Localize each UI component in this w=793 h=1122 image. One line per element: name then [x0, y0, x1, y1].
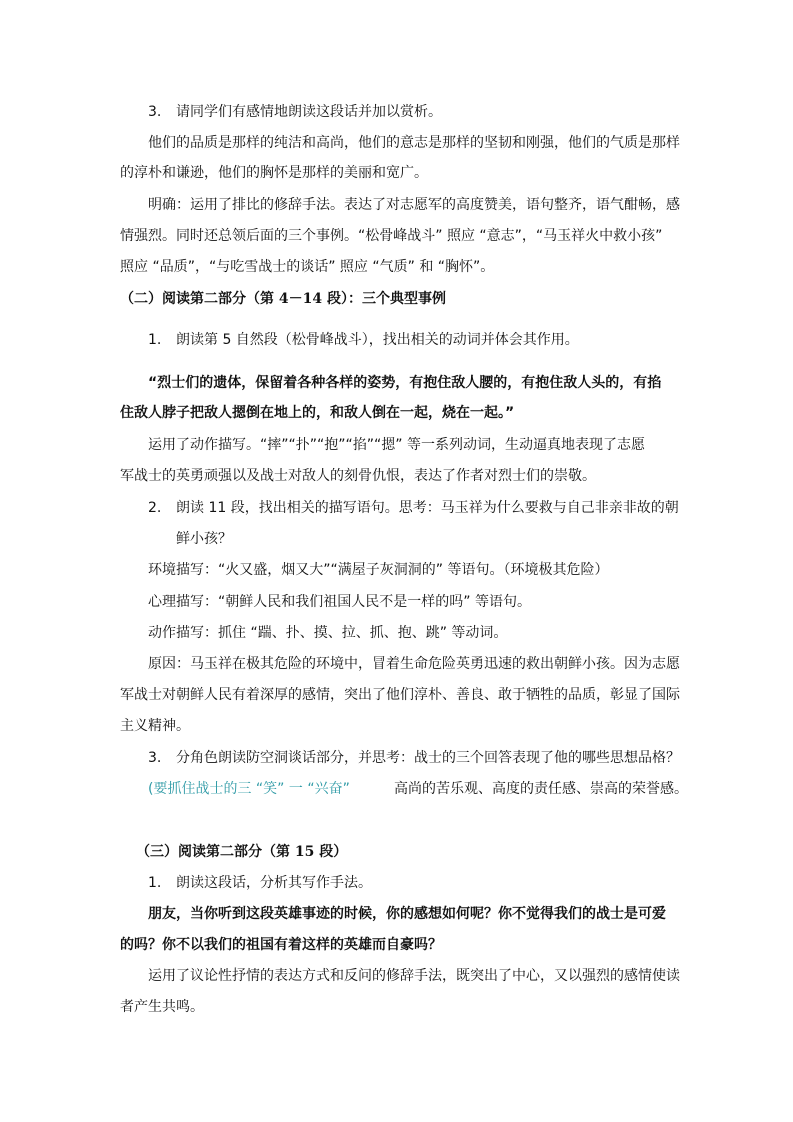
s3-analysis-line-1: 运用了议论性抒情的表达方式和反问的修辞手法，既突出了中心，又以强烈的感情使读: [148, 968, 680, 984]
s1-quote-line-1: 他们的品质是那样的纯洁和高尚，他们的意志是那样的坚韧和刚强，他们的气质是那样: [148, 135, 680, 151]
s1-answer-line-2: 情强烈。同时还总领后面的三个事例。“松骨峰战斗” 照应 “意志”，“马玉祥火中救小孩”: [120, 228, 663, 244]
s2-analysis-line-1: 运用了动作描写。“摔”“扑”“抱”“掐”“摁” 等一系列动词，生动逼真地表现了志愿: [148, 437, 645, 453]
s3-item1-number: 1.: [148, 875, 162, 891]
s2-item1-number: 1.: [148, 332, 162, 348]
s2-item1-text: 朗读第 5 自然段（松骨峰战斗），找出相关的动词并体会其作用。: [176, 332, 579, 348]
s2-heading: （二）阅读第二部分（第 4－14 段）：三个典型事例: [120, 291, 446, 307]
s2-environment-description: 环境描写：“火又盛，烟又大”“满屋子灰洞洞的” 等语句。（环境极其危险）: [148, 562, 609, 578]
s2-analysis-line-2: 军战士的英勇顽强以及战士对敌人的刻骨仇恨，表达了作者对烈士们的崇敬。: [120, 468, 596, 484]
s2-action-description: 动作描写：抓住 “踹、扑、摸、拉、抓、抱、跳” 等动词。: [148, 625, 508, 641]
s2-item3-text: 分角色朗读防空洞谈话部分，并思考：战士的三个回答表现了他的哪些思想品格？: [176, 750, 680, 766]
s3-heading: （三）阅读第二部分（第 15 段）: [136, 844, 348, 860]
s2-item3-hint: (要抓住战士的三 “笑” 一 “兴奋”: [148, 781, 350, 797]
s2-reason-line-2: 军战士对朝鲜人民有着深厚的感情，突出了他们淳朴、善良、敢于牺牲的品质，彰显了国际: [120, 687, 680, 703]
s2-item3-answer: 高尚的苦乐观、高度的责任感、崇高的荣誉感。: [394, 781, 688, 797]
s2-item2-line-1: 朗读 11 段，找出相关的描写语句。思考：马玉祥为什么要救与自己非亲非故的朝: [176, 500, 679, 516]
s3-analysis-line-2: 者产生共鸣。: [120, 999, 204, 1015]
s1-item3-number: 3.: [148, 104, 162, 120]
s2-item3-number: 3.: [148, 750, 162, 766]
s2-quote-line-2: 住敌人脖子把敌人摁倒在地上的，和敌人倒在一起，烧在一起。”: [120, 405, 515, 421]
s1-answer-line-1: 明确：运用了排比的修辞手法。表达了对志愿军的高度赞美，语句整齐，语气酣畅，感: [148, 197, 680, 213]
s2-item2-line-2: 鲜小孩？: [176, 531, 232, 547]
s2-reason-line-1: 原因：马玉祥在极其危险的环境中，冒着生命危险英勇迅速的救出朝鲜小孩。因为志愿: [148, 656, 680, 672]
s3-quote-line-2: 的吗？你不以我们的祖国有着这样的英雄而自豪吗？: [120, 937, 442, 953]
s2-psychology-description: 心理描写：“朝鲜人民和我们祖国人民不是一样的吗” 等语句。: [148, 594, 531, 610]
s3-quote-line-1: 朋友，当你听到这段英雄事迹的时候，你的感想如何呢？你不觉得我们的战士是可爱: [148, 906, 666, 922]
s2-quote-line-1: “烈士们的遗体，保留着各种各样的姿势，有抱住敌人腰的，有抱住敌人头的，有掐: [148, 375, 662, 391]
s2-reason-line-3: 主义精神。: [120, 718, 190, 734]
s1-answer-line-3: 照应 “品质”，“与吃雪战士的谈话” 照应 “气质” 和 “胸怀”。: [120, 259, 495, 275]
s1-quote-line-2: 的淳朴和谦逊，他们的胸怀是那样的美丽和宽广。: [120, 165, 428, 181]
s3-item1-text: 朗读这段话，分析其写作手法。: [176, 875, 372, 891]
s1-item3-text: 请同学们有感情地朗读这段话并加以赏析。: [176, 104, 442, 120]
s2-item2-number: 2.: [148, 500, 162, 516]
